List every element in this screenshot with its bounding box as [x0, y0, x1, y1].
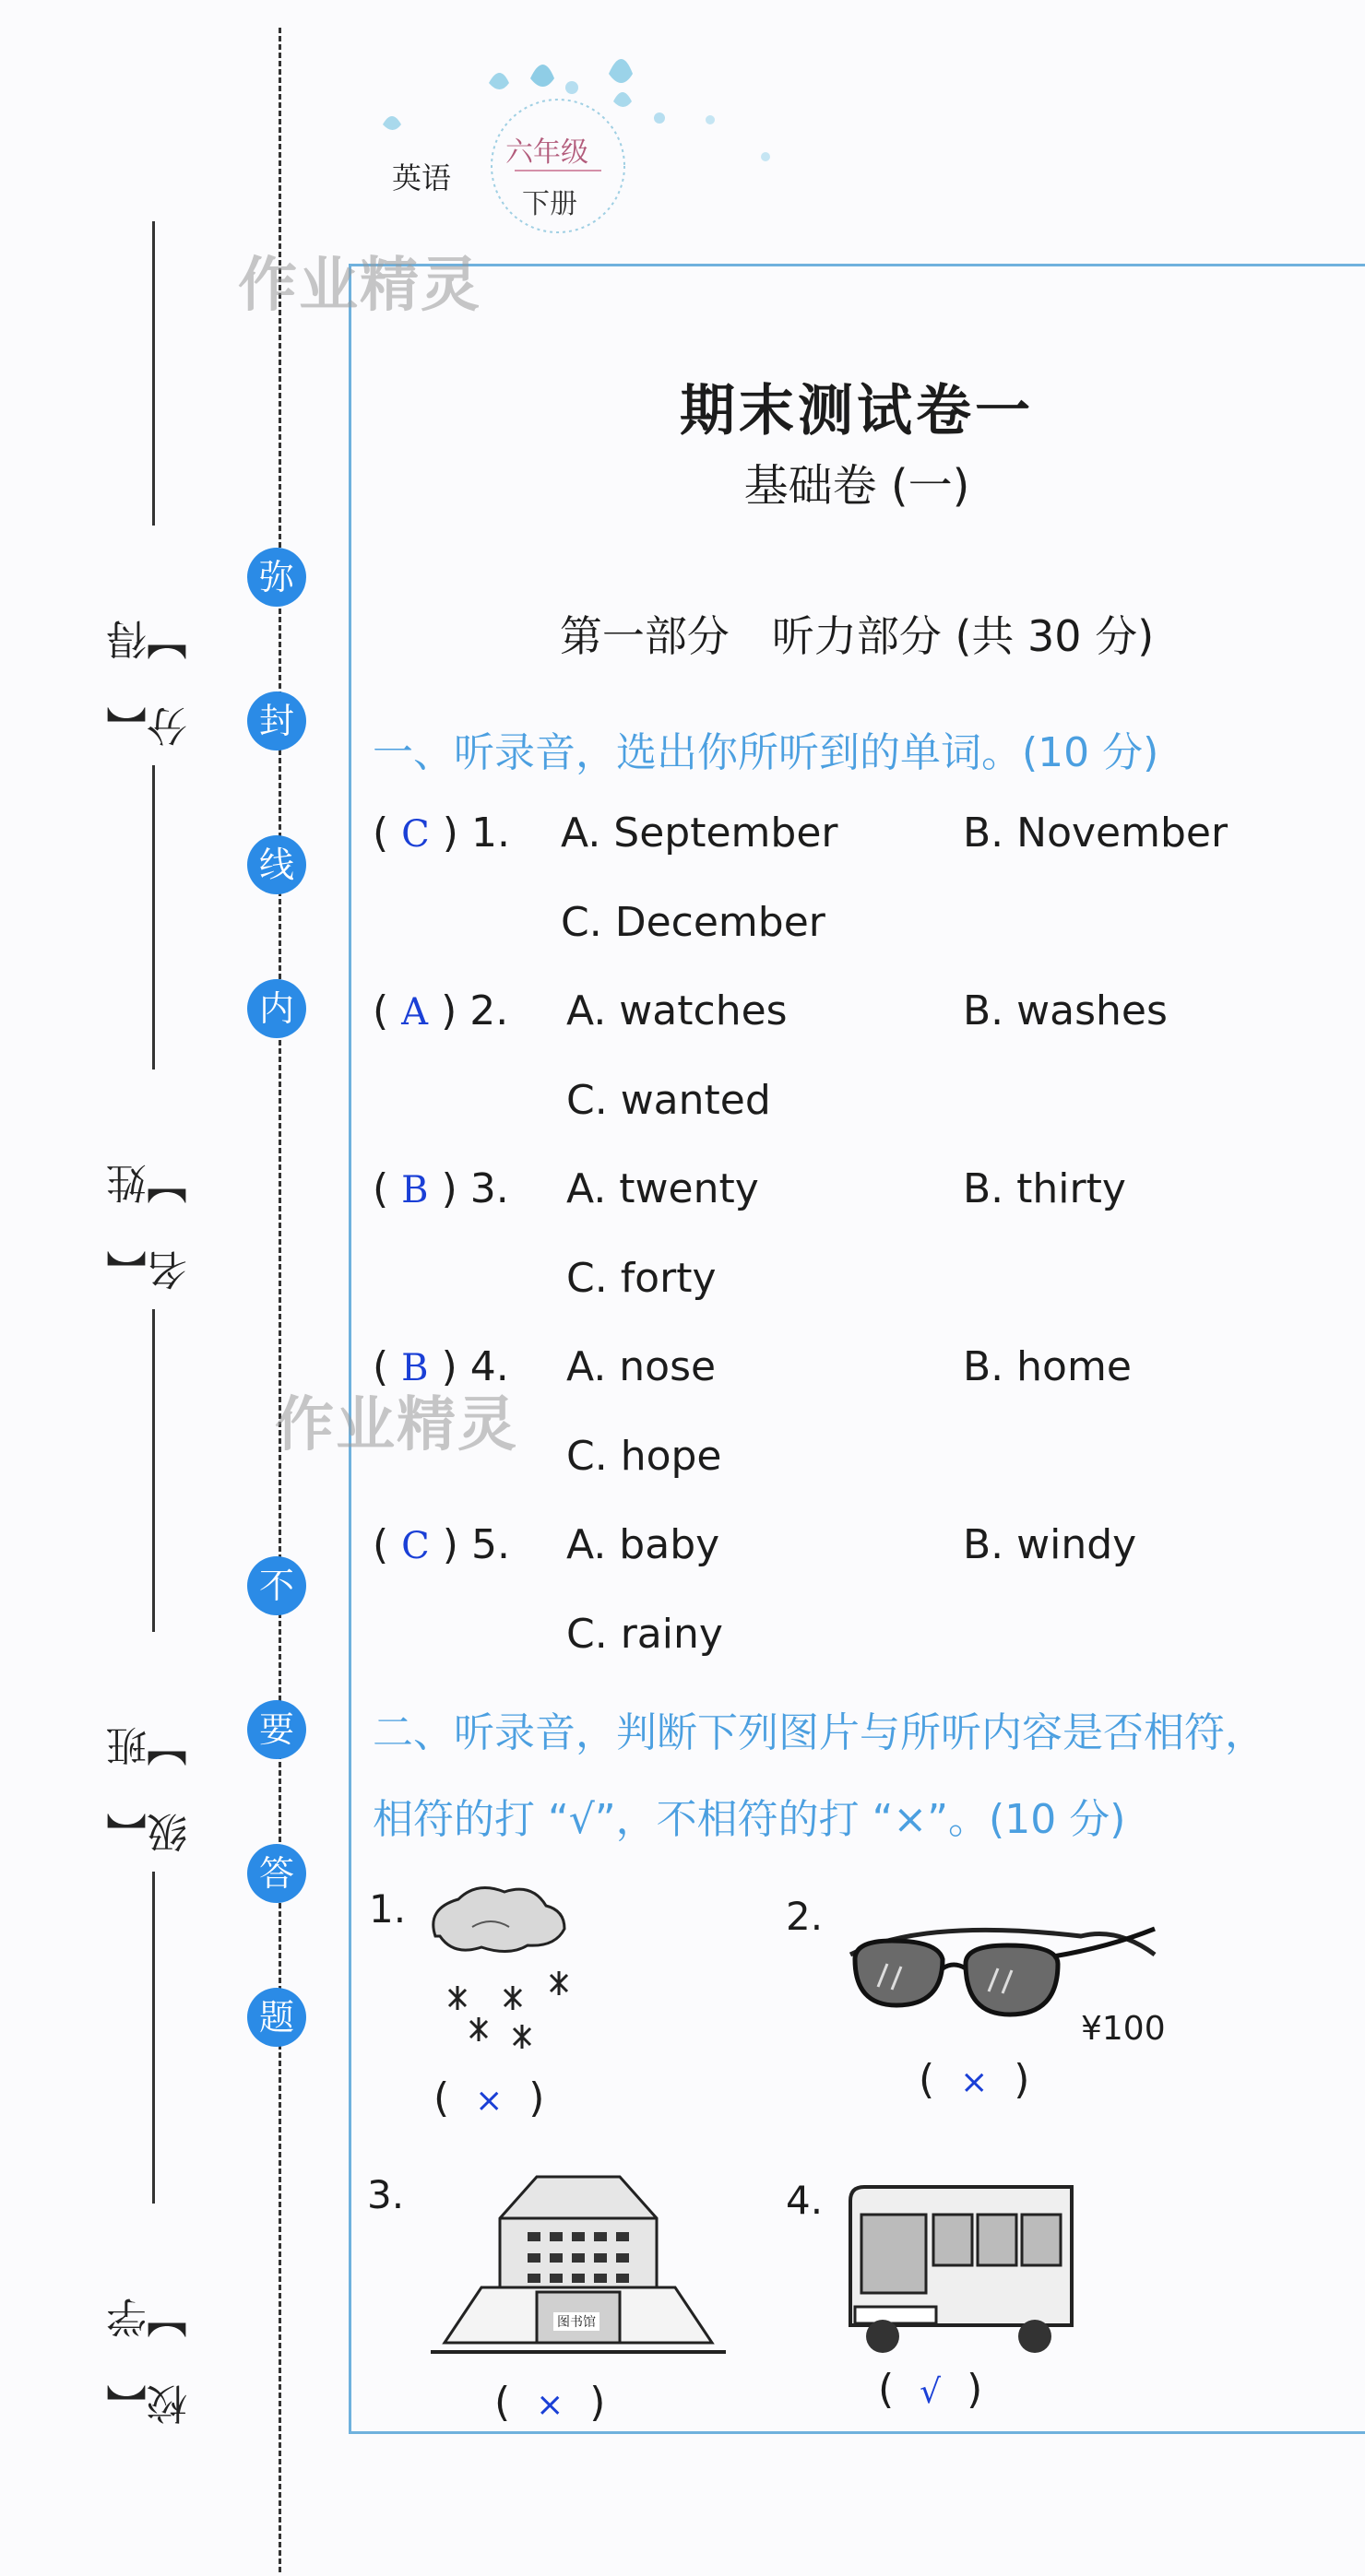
option-a: A. twenty — [566, 1165, 759, 1212]
exam-title: 期末测试卷一 — [680, 379, 1034, 443]
answer-mark: × — [960, 2063, 989, 2101]
class-label: 【 班 级 】 — [107, 1709, 195, 1853]
volume-label: 下册 — [522, 188, 577, 220]
question-number: 1. — [470, 809, 510, 857]
option-a: A. nose — [566, 1343, 717, 1390]
grade-label: 六年级 — [505, 136, 588, 169]
seal-char: 弥 — [247, 548, 306, 607]
answer-mark: √ — [920, 2373, 942, 2411]
option-b: B. thirty — [963, 1165, 1126, 1212]
option-c: C. wanted — [566, 1077, 771, 1124]
option-a: A. September — [561, 809, 838, 857]
picture-number: 4. — [786, 2178, 824, 2223]
question-number: 3. — [469, 1165, 509, 1212]
question-row: ( C ) 1. — [373, 809, 510, 857]
library-building-icon — [426, 2172, 730, 2369]
question-row: ( A ) 2. — [373, 987, 509, 1034]
answer-mark: × — [475, 2082, 504, 2120]
question-row: ( C ) 5. — [373, 1521, 510, 1568]
seal-char: 答 — [247, 1844, 306, 1903]
answer-value: C — [401, 813, 430, 856]
answer-mark: × — [536, 2386, 564, 2424]
option-b: B. November — [963, 809, 1228, 857]
seal-char: 要 — [247, 1700, 306, 1759]
watermark: 作业精灵 — [238, 252, 481, 320]
seal-char: 封 — [247, 691, 306, 750]
question-row: ( B ) 3. — [373, 1165, 509, 1212]
seal-dashed-line — [279, 28, 281, 2572]
subject-label: 英语 — [392, 160, 452, 195]
binding-line-1 — [152, 221, 155, 526]
part-heading: 第一部分 听力部分 (共 30 分) — [559, 611, 1155, 661]
section1-heading: 一、听录音，选出你所听到的单词。(10 分) — [373, 729, 1159, 776]
section2-heading-line1: 二、听录音，判断下列图片与所听内容是否相符， — [373, 1709, 1265, 1756]
snow-cloud-icon — [417, 1881, 620, 2069]
option-b: B. home — [963, 1343, 1132, 1390]
seal-char: 不 — [247, 1556, 306, 1615]
building-sign: 图书馆 — [553, 2312, 599, 2331]
picture-answer: ( × ) — [433, 2074, 545, 2121]
option-c: C. December — [561, 899, 825, 946]
picture-answer: ( × ) — [919, 2056, 1030, 2103]
picture-number: 1. — [369, 1886, 407, 1932]
seal-char: 线 — [247, 835, 306, 894]
picture-number: 2. — [786, 1894, 824, 1939]
question-number: 5. — [470, 1521, 510, 1568]
binding-line-3 — [152, 1309, 155, 1632]
watermark: 作业精灵 — [275, 1391, 518, 1459]
bus-icon — [841, 2178, 1090, 2366]
exam-subtitle: 基础卷 (一) — [743, 460, 970, 512]
answer-value: A — [401, 991, 429, 1034]
answer-value: B — [401, 1347, 429, 1389]
binding-line-4 — [152, 1872, 155, 2204]
option-c: C. forty — [566, 1255, 717, 1302]
option-b: B. washes — [963, 987, 1168, 1034]
answer-value: B — [401, 1169, 429, 1211]
picture-answer: ( √ ) — [878, 2366, 983, 2413]
question-row: ( B ) 4. — [373, 1343, 509, 1390]
answer-value: C — [401, 1525, 430, 1567]
section2-heading-line2: 相符的打 “√”，不相符的打 “×”。(10 分) — [373, 1796, 1126, 1843]
name-label: 【 姓 名 】 — [107, 1147, 195, 1291]
binding-line-2 — [152, 765, 155, 1069]
option-c: C. rainy — [566, 1611, 723, 1658]
picture-answer: ( × ) — [494, 2379, 606, 2426]
question-number: 4. — [469, 1343, 509, 1390]
seal-char: 题 — [247, 1988, 306, 2047]
score-label: 【 得 分 】 — [107, 603, 195, 747]
price-tag: ¥100 — [1081, 2010, 1166, 2048]
option-c: C. hope — [566, 1433, 722, 1480]
option-b: B. windy — [963, 1521, 1137, 1568]
option-a: A. watches — [566, 987, 788, 1034]
question-number: 2. — [469, 987, 509, 1034]
option-a: A. baby — [566, 1521, 720, 1568]
seal-char: 内 — [247, 979, 306, 1038]
picture-number: 3. — [367, 2172, 405, 2217]
school-label: 【 学 校 】 — [107, 2281, 195, 2425]
